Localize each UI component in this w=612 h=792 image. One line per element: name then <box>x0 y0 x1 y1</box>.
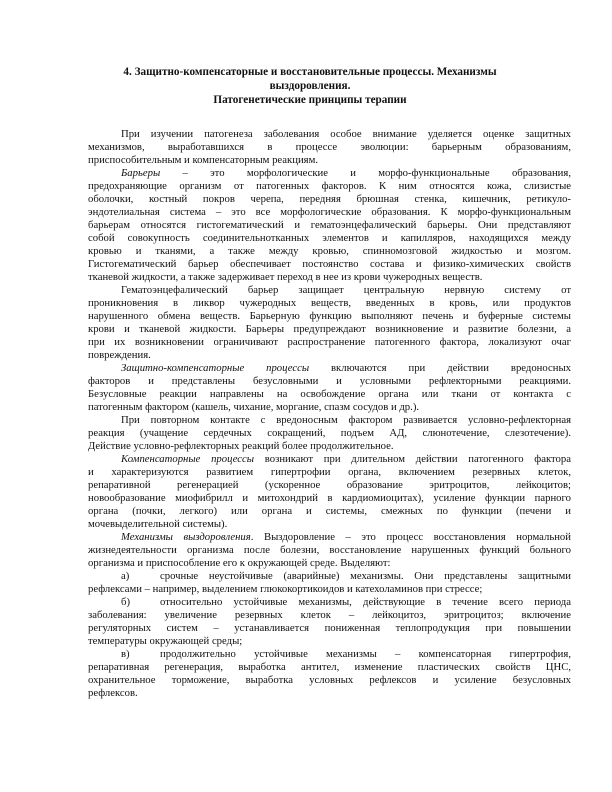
protective-line: Безусловные реакции направлены на освобождение органа или ткани от контакта с <box>88 388 571 400</box>
protective-line: патогенным фактором (кашель, чихание, моргание, спазм сосудов и др.). <box>88 401 420 413</box>
compensatory-term: Компенсаторные процессы <box>121 453 255 465</box>
barriers-line <box>121 167 571 180</box>
list-item-v-line: продолжительно устойчивые механизмы – компенсаторная гипертрофия, <box>160 648 571 660</box>
protective-line: факторов и представлены безусловными и условными рефлекторными реакциями. <box>88 375 571 387</box>
heading-line-1: 4. Защитно-компенсаторные и восстановительные процессы. Механизмы <box>123 66 497 78</box>
hematoenc-line: повреждения. <box>88 349 151 361</box>
hematoenc-line: Гематоэнцефалический барьер защищает центральную нервную систему от <box>121 284 571 296</box>
list-item-a-line: рефлексами – например, выделением глюкокортикоидов и катехоламинов при стрессе; <box>88 583 483 595</box>
recovery-line <box>121 531 571 544</box>
compensatory-line: новообразование миофибрилл и митохондрий в кардиомиоцитах), усиление функции парного <box>88 492 571 504</box>
protective-term: Защитно-компенсаторные процессы <box>121 362 310 374</box>
barriers-line: тканевой жидкости, а также задерживает переход в нее из крови чужеродных веществ. <box>88 271 483 283</box>
list-item-v-line: рефлексов. <box>88 687 138 699</box>
barriers-line: эндотелиальная система – это все морфологические образования. К морфо-функциональным <box>88 206 571 218</box>
list-label-b: б) <box>121 596 130 608</box>
intro-line: приспособительным и компенсаторным реакциям. <box>88 154 319 166</box>
repeat-contact-line: реакция (учащение сердечных сокращений, подъем АД, слюнотечение, слезотечение). <box>88 427 571 439</box>
list-item-v-line: охранительное торможение, выработка условных рефлексов и усиление безусловных <box>88 674 571 686</box>
recovery-line: жизнедеятельности организма после болезни, восстановление нарушенных функций больного <box>88 544 571 556</box>
hematoenc-line: при их возникновении ограничивают распространение патогенного фактора, локализуют очаг <box>88 336 571 348</box>
list-item-b-line: регуляторных систем – устанавливается пониженная теплопродукция при повышении <box>88 622 571 634</box>
list-label-v: в) <box>121 648 130 660</box>
barriers-line-rest: – это морфологические и морфо-функциональные образования, <box>160 167 571 179</box>
barriers-line: оболочки, костный покров черепа, передняя брюшная стенка, кишечник, ретикуло- <box>88 193 571 205</box>
barriers-line: собой совокупность соединительнотканных элементов и капилляров, находящихся между <box>88 232 571 244</box>
barriers-line: барьерам относятся гистогематический и гематоэнцефалический барьеры. Они представляют <box>88 219 571 231</box>
recovery-line: организма и приспособление его к окружающей среде. Выделяют: <box>88 557 391 569</box>
intro-line: При изучении патогенеза заболевания особое внимание уделяется оценке защитных <box>121 128 571 140</box>
list-item-b-line: температуры окружающей среды; <box>88 635 243 647</box>
repeat-contact-line: Действие условно-рефлекторных реакций более продолжительное. <box>88 440 394 452</box>
list-item-a-line: срочные неустойчивые (аварийные) механизмы. Они представлены защитными <box>160 570 571 582</box>
list-item-v-line: репаративная регенерация, выработка антител, изменение пластических свойств ЦНС, <box>88 661 571 673</box>
protective-line-rest: включаются при действии вредоносных <box>309 362 571 374</box>
barriers-line: Гистогематический барьер обеспечивает постоянство состава и физико-химических свойств <box>88 258 571 270</box>
barriers-term: Барьеры <box>121 167 161 179</box>
hematoenc-line: крови и тканевой жидкости. Барьеры предупреждают возникновение и развитие болезни, а <box>88 323 571 335</box>
compensatory-line: репаративной регенерацией (ускоренное образование эритроцитов, лейкоцитов; <box>88 479 571 491</box>
heading-line-3: Патогенетические принципы терапии <box>213 94 407 106</box>
barriers-line: предохраняющие организм от патогенных факторов. К ним относятся кожа, слизистые <box>88 180 571 192</box>
list-label-a: а) <box>121 570 130 582</box>
list-item-b-line: относительно устойчивые механизмы, действующие в течение всего периода <box>160 596 571 608</box>
recovery-term: Механизмы выздоровления <box>121 531 251 543</box>
compensatory-line-rest: возникают при длительном действии патогенного фактора <box>254 453 571 465</box>
recovery-line-rest: . Выздоровление – это процесс восстановления нормальной <box>250 531 571 543</box>
list-item-b-line: заболевания: увеличение резервных клеток – лейкоцитоз, эритроцитоз; включение <box>88 609 571 621</box>
hematoenc-line: нарушенного обмена веществ. Барьерную функцию выполняют печень и буферные системы <box>88 310 571 322</box>
compensatory-line: и характеризуются развитием гипертрофии органа, включением резервных клеток, <box>88 466 571 478</box>
compensatory-line: органа (почки, легкого) или органа и системы, смежных по функции (печени и <box>88 505 571 517</box>
repeat-contact-line: При повторном контакте с вредоносным фактором развивается условно-рефлекторная <box>121 414 571 426</box>
compensatory-line <box>121 453 571 466</box>
intro-line: механизмов, выработавшихся в процессе эволюции: барьерным образованиям, <box>88 141 571 153</box>
barriers-line: кровью и тканями, а также между кровью, спинномозговой жидкостью и мозгом. <box>88 245 571 257</box>
hematoenc-line: проникновения в ликвор чужеродных веществ, введенных в кровь, или продуктов <box>88 297 571 309</box>
heading-line-2: выздоровления. <box>269 80 351 92</box>
compensatory-line: мочевыделительной системы). <box>88 518 228 530</box>
protective-line <box>121 362 571 375</box>
